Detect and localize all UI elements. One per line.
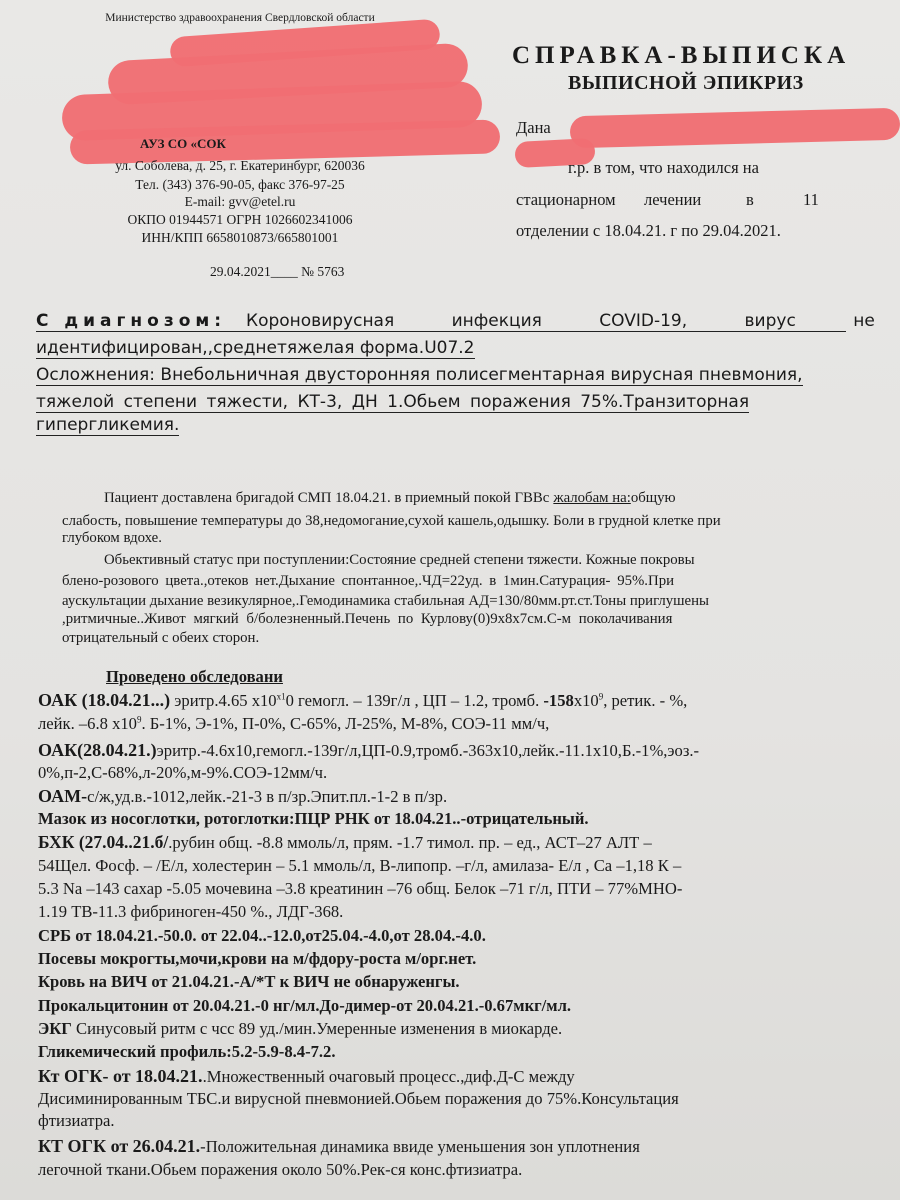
org-address: ул. Соболева, д. 25, г. Екатеринбург, 620036: [115, 158, 365, 173]
org-email: E-mail: gvv@etel.ru: [184, 194, 296, 209]
doc-date-number: 29.04.2021____ № 5763: [210, 264, 345, 279]
exam-hiv: Кровь на ВИЧ от 21.04.21.-А/*Т к ВИЧ не обнаруженгы.: [38, 972, 460, 991]
exam-ct-1: Кт ОГК- от 18.04.21..Множественный очаговый процесс.,диф.Д-С между: [38, 1066, 575, 1086]
status-line: блено-розового цвета.,отеков нет.Дыхание спонтанное,.ЧД=22уд. в 1мин.Сатурация- 95%.При: [62, 573, 675, 589]
issued-line-1: г.р. в том, что находился на: [568, 158, 759, 177]
org-inn: ИНН/КПП 6658010873/665801001: [141, 230, 339, 245]
document-title: СПРАВКА-ВЫПИСКА: [512, 42, 851, 69]
status-line: отрицательный с обеих сторон.: [62, 630, 260, 646]
exam-ct-1-cont: Дисиминированным ТБС.и вирусной пневмонией.Обьем поражения до 75%.Консультация: [38, 1089, 679, 1108]
exam-smear: Мазок из носоглотки, ротоглотки:ПЦР РНК от 18.04.21..-отрицательный.: [38, 809, 589, 828]
exam-procalcitonin: Прокальцитонин от 20.04.21.-0 нг/мл.До-димер-от 20.04.21.-0.67мкг/мл.: [38, 996, 572, 1015]
exam-bhk-cont: 1.19 ТВ-11.3 фибриноген-450 %., ЛДГ-368.: [38, 902, 344, 921]
status-line: ,ритмичные..Живот мягкий б/болезненный.Печень по Курлову(0)9х8х7см.С-м поколачивания: [62, 611, 673, 627]
exam-cultures: Посевы мокрогты,мочи,крови на м/фдору-роста м/орг.нет.: [38, 949, 477, 968]
exams-heading: Проведено обследовани: [106, 667, 283, 686]
org-phone: Тел. (343) 376-90-05, факс 376-97-25: [135, 177, 345, 192]
exam-oak-2: ОАК(28.04.21.)эритр.-4.6х10,гемогл.-139г/л,ЦП-0.9,тромб.-363х10,лейк.-11.1х10,Б.-1%,эоз.-: [38, 740, 700, 760]
diagnosis-line-1: С диагнозом: Короновирусная инфекция COVID-19, вирус не: [36, 311, 875, 331]
document-subtitle: ВЫПИСНОЙ ЭПИКРИЗ: [568, 72, 804, 94]
exam-bhk-cont: 54Щел. Фосф. – /Е/л, холестерин – 5.1 ммоль/л, В-липопр. –г/л, амилаза- Е/л , Са –1,18 К –: [38, 856, 682, 875]
redaction-mark: [570, 108, 900, 149]
org-okpo: ОКПО 01944571 ОГРН 1026602341006: [127, 212, 353, 227]
exam-bhk-cont: 5.3 Na –143 сахар -5.05 мочевина –3.8 креатинин –76 общ. Белок –71 г/л, ПТИ – 77%МНО-: [38, 879, 683, 898]
status-line: аускультации дыхание везикулярное,.Гемодинамика стабильная АД=130/80мм.рт.ст.Тоны приглушены: [62, 593, 709, 609]
issued-line-2: стационарном лечении в 11: [516, 190, 819, 209]
diagnosis-line-2: идентифицирован,,среднетяжелая форма.U07.2: [36, 338, 475, 358]
issued-line-3: отделении с 18.04.21. г по 29.04.2021.: [516, 221, 781, 240]
complications-line-2: тяжелой степени тяжести, КТ-3, ДН 1.Обьем поражения 75%.Транзиторная: [36, 392, 750, 412]
exam-ecg: ЭКГ Синусовый ритм с чсс 89 уд./мин.Умеренные изменения в миокарде.: [38, 1019, 563, 1038]
anamnesis-line: слабость, повышение температуры до 38,недомогание,сухой кашель,одышку. Боли в грудной клетке при: [62, 513, 721, 529]
status-line: Обьективный статус при поступлении:Состояние средней степени тяжести. Кожные покровы: [104, 552, 695, 568]
anamnesis-line: глубоком вдохе.: [62, 530, 162, 546]
complications-line-1: Осложнения: Внебольничная двусторонняя полисегментарная вирусная пневмония,: [36, 365, 803, 385]
org-name: АУЗ СО «СОК: [140, 136, 226, 151]
anamnesis-line: Пациент доставлена бригадой СМП 18.04.21. в приемный покой ГВВс жалобам на:общую: [104, 490, 676, 506]
exam-crp: СРБ от 18.04.21.-50.0. от 22.04..-12.0,от25.04.-4.0,от 28.04.-4.0.: [38, 926, 486, 945]
exam-oak-1-cont: лейк. –6.8 $х10^9$. Б-1%, Э-1%, П-0%, С-65%, Л-25%, М-8%, СОЭ-11 мм/ч,: [38, 714, 550, 733]
exam-ct-1-cont: фтизиатра.: [38, 1111, 115, 1130]
exam-oam: ОАМ-с/ж,уд.в.-1012,лейк.-21-3 в п/зр.Эпит.пл.-1-2 в п/зр.: [38, 786, 448, 806]
complications-line-3: гипергликемия.: [36, 415, 180, 435]
exam-ct-2-cont: легочной ткани.Обьем поражения около 50%.Рек-ся конс.фтизиатра.: [38, 1160, 523, 1179]
exam-glycemic: Гликемический профиль:5.2-5.9-8.4-7.2.: [38, 1042, 336, 1061]
exam-oak-2-cont: 0%,п-2,С-68%,л-20%,м-9%.СОЭ-12мм/ч.: [38, 763, 328, 782]
exam-oak-1: ОАК (18.04.21...) эритр.4.65 $х10^{х1}0$ гемогл. – 139г/л , ЦП – 1.2, тромб. $-158х10^9$, ретик. - %,: [38, 690, 688, 710]
exam-ct-2: КТ ОГК от 26.04.21.-Положительная динамика ввиде уменьшения зон уплотнения: [38, 1136, 640, 1156]
ministry-line: Министерство здравоохранения Свердловской области: [105, 12, 375, 24]
issued-to-label: Дана: [516, 118, 551, 137]
exam-bhk: БХК (27.04..21.б/.рубин общ. -8.8 ммоль/л, прям. -1.7 тимол. пр. – ед., АСТ–27 АЛТ –: [38, 832, 652, 852]
